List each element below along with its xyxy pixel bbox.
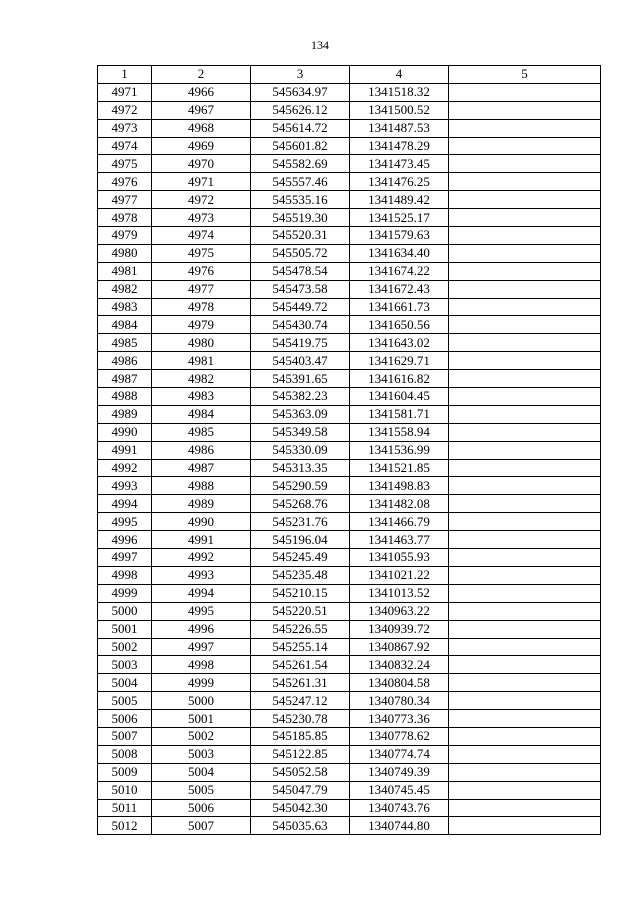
table-cell: 1341629.71 bbox=[350, 352, 449, 370]
table-cell: 4975 bbox=[98, 155, 152, 173]
table-cell: 1341463.77 bbox=[350, 531, 449, 549]
table-cell: 545255.14 bbox=[251, 638, 350, 656]
table-cell: 4996 bbox=[152, 620, 251, 638]
table-cell: 545478.54 bbox=[251, 262, 350, 280]
table-row bbox=[98, 566, 601, 584]
table-row bbox=[98, 316, 601, 334]
table-cell bbox=[449, 620, 601, 638]
table-row bbox=[98, 137, 601, 155]
table-cell: 1341604.45 bbox=[350, 388, 449, 406]
table-cell bbox=[449, 692, 601, 710]
table-cell bbox=[449, 459, 601, 477]
table-cell: 4998 bbox=[152, 656, 251, 674]
table-row bbox=[98, 370, 601, 388]
table-cell: 545557.46 bbox=[251, 173, 350, 191]
column-header: 2 bbox=[152, 66, 251, 84]
table-cell: 545582.69 bbox=[251, 155, 350, 173]
table-cell bbox=[449, 602, 601, 620]
table-cell: 1341055.93 bbox=[350, 549, 449, 567]
table-cell bbox=[449, 155, 601, 173]
table-cell: 4987 bbox=[98, 370, 152, 388]
table-cell: 4985 bbox=[152, 423, 251, 441]
table-row bbox=[98, 727, 601, 745]
column-header: 1 bbox=[98, 66, 152, 84]
table-row bbox=[98, 119, 601, 137]
table-cell bbox=[449, 763, 601, 781]
table-cell: 5012 bbox=[98, 817, 152, 835]
table-row bbox=[98, 799, 601, 817]
column-header: 5 bbox=[449, 66, 601, 84]
table-cell: 4983 bbox=[98, 298, 152, 316]
table-cell: 1340963.22 bbox=[350, 602, 449, 620]
table-row bbox=[98, 477, 601, 495]
table-cell: 545261.31 bbox=[251, 674, 350, 692]
table-row bbox=[98, 155, 601, 173]
table-cell: 1341489.42 bbox=[350, 191, 449, 209]
table-cell bbox=[449, 513, 601, 531]
table-cell: 5005 bbox=[98, 692, 152, 710]
table-row bbox=[98, 459, 601, 477]
table-cell: 545122.85 bbox=[251, 745, 350, 763]
table-cell: 1340744.80 bbox=[350, 817, 449, 835]
table-cell: 545473.58 bbox=[251, 280, 350, 298]
table-cell: 1341650.56 bbox=[350, 316, 449, 334]
table-cell: 1341466.79 bbox=[350, 513, 449, 531]
table-cell bbox=[449, 656, 601, 674]
table-cell: 5002 bbox=[98, 638, 152, 656]
table-header-row bbox=[98, 66, 601, 84]
table-row bbox=[98, 191, 601, 209]
page-number: 134 bbox=[311, 38, 329, 52]
table-cell: 545235.48 bbox=[251, 566, 350, 584]
table-cell bbox=[449, 531, 601, 549]
table-cell bbox=[449, 370, 601, 388]
table-cell: 5000 bbox=[152, 692, 251, 710]
table-cell bbox=[449, 262, 601, 280]
table-cell: 5009 bbox=[98, 763, 152, 781]
table-cell: 4992 bbox=[152, 549, 251, 567]
table-cell bbox=[449, 405, 601, 423]
table-cell: 1341558.94 bbox=[350, 423, 449, 441]
table-cell: 1341521.85 bbox=[350, 459, 449, 477]
table-cell bbox=[449, 298, 601, 316]
table-row bbox=[98, 513, 601, 531]
table-cell: 545268.76 bbox=[251, 495, 350, 513]
table-cell: 4994 bbox=[98, 495, 152, 513]
table-cell: 4997 bbox=[152, 638, 251, 656]
table-cell: 4981 bbox=[152, 352, 251, 370]
table-cell: 4973 bbox=[152, 209, 251, 227]
table-cell: 4980 bbox=[98, 244, 152, 262]
table-row bbox=[98, 620, 601, 638]
table-cell bbox=[449, 173, 601, 191]
table-cell: 4977 bbox=[98, 191, 152, 209]
table-cell: 1341579.63 bbox=[350, 227, 449, 245]
table-cell: 545042.30 bbox=[251, 799, 350, 817]
table-cell: 5005 bbox=[152, 781, 251, 799]
table-row bbox=[98, 244, 601, 262]
table-cell: 1341674.22 bbox=[350, 262, 449, 280]
table-cell: 545290.59 bbox=[251, 477, 350, 495]
table-cell bbox=[449, 781, 601, 799]
table-cell: 1340867.92 bbox=[350, 638, 449, 656]
table-cell: 545419.75 bbox=[251, 334, 350, 352]
table-cell: 1340939.72 bbox=[350, 620, 449, 638]
table-cell bbox=[449, 191, 601, 209]
table-cell: 545185.85 bbox=[251, 727, 350, 745]
table-cell: 4986 bbox=[98, 352, 152, 370]
table-row bbox=[98, 817, 601, 835]
table-cell: 5001 bbox=[152, 710, 251, 728]
table-row bbox=[98, 781, 601, 799]
table-cell: 1341643.02 bbox=[350, 334, 449, 352]
table-cell bbox=[449, 745, 601, 763]
table-cell: 1341500.52 bbox=[350, 101, 449, 119]
table-row bbox=[98, 638, 601, 656]
table-row bbox=[98, 280, 601, 298]
table-cell: 4992 bbox=[98, 459, 152, 477]
table-cell: 4978 bbox=[98, 209, 152, 227]
table-cell: 4973 bbox=[98, 119, 152, 137]
table-row bbox=[98, 352, 601, 370]
table-cell: 545226.55 bbox=[251, 620, 350, 638]
table-row bbox=[98, 763, 601, 781]
table-cell: 4975 bbox=[152, 244, 251, 262]
table-cell: 5001 bbox=[98, 620, 152, 638]
table-cell bbox=[449, 799, 601, 817]
table-cell: 545210.15 bbox=[251, 584, 350, 602]
table-cell bbox=[449, 101, 601, 119]
table-cell bbox=[449, 638, 601, 656]
table-cell: 4993 bbox=[98, 477, 152, 495]
table-cell: 4974 bbox=[98, 137, 152, 155]
table-cell: 4995 bbox=[152, 602, 251, 620]
table-cell: 4978 bbox=[152, 298, 251, 316]
table-cell: 545505.72 bbox=[251, 244, 350, 262]
table-cell: 545430.74 bbox=[251, 316, 350, 334]
table-cell: 5007 bbox=[98, 727, 152, 745]
table-cell: 545231.76 bbox=[251, 513, 350, 531]
table-cell bbox=[449, 727, 601, 745]
table-cell bbox=[449, 352, 601, 370]
table-cell bbox=[449, 441, 601, 459]
table-cell: 5004 bbox=[98, 674, 152, 692]
table-cell bbox=[449, 209, 601, 227]
table-cell: 545330.09 bbox=[251, 441, 350, 459]
table-cell: 1341013.52 bbox=[350, 584, 449, 602]
table-cell: 5003 bbox=[98, 656, 152, 674]
table-cell: 1341525.17 bbox=[350, 209, 449, 227]
table-cell bbox=[449, 584, 601, 602]
table-cell: 5006 bbox=[152, 799, 251, 817]
table-cell: 4971 bbox=[152, 173, 251, 191]
table-cell: 1340778.62 bbox=[350, 727, 449, 745]
table-cell: 1340743.76 bbox=[350, 799, 449, 817]
table-cell: 1341482.08 bbox=[350, 495, 449, 513]
table-cell: 1340832.24 bbox=[350, 656, 449, 674]
table-cell: 4971 bbox=[98, 83, 152, 101]
table-cell: 4998 bbox=[98, 566, 152, 584]
table-cell: 545614.72 bbox=[251, 119, 350, 137]
table-row bbox=[98, 423, 601, 441]
table-row bbox=[98, 745, 601, 763]
table-cell: 1341473.45 bbox=[350, 155, 449, 173]
table-row bbox=[98, 209, 601, 227]
table-cell bbox=[449, 566, 601, 584]
table-cell: 4977 bbox=[152, 280, 251, 298]
table-cell: 4974 bbox=[152, 227, 251, 245]
table-row bbox=[98, 710, 601, 728]
table-row bbox=[98, 405, 601, 423]
table-row bbox=[98, 674, 601, 692]
table-cell bbox=[449, 388, 601, 406]
table-cell: 5007 bbox=[152, 817, 251, 835]
table-cell: 1341661.73 bbox=[350, 298, 449, 316]
table-row bbox=[98, 602, 601, 620]
table-row bbox=[98, 101, 601, 119]
table-cell: 5000 bbox=[98, 602, 152, 620]
table-cell: 5011 bbox=[98, 799, 152, 817]
table-cell: 1341487.53 bbox=[350, 119, 449, 137]
table-cell: 4979 bbox=[98, 227, 152, 245]
table-cell: 1340749.39 bbox=[350, 763, 449, 781]
table-cell: 545634.97 bbox=[251, 83, 350, 101]
table-cell: 4983 bbox=[152, 388, 251, 406]
table-row bbox=[98, 83, 601, 101]
table-cell: 545449.72 bbox=[251, 298, 350, 316]
table-cell: 4982 bbox=[98, 280, 152, 298]
table-cell: 545220.51 bbox=[251, 602, 350, 620]
table-cell: 4991 bbox=[152, 531, 251, 549]
table-cell: 4991 bbox=[98, 441, 152, 459]
table-cell: 4989 bbox=[98, 405, 152, 423]
table-row bbox=[98, 227, 601, 245]
table-cell: 1341634.40 bbox=[350, 244, 449, 262]
table-cell bbox=[449, 817, 601, 835]
table-cell: 5008 bbox=[98, 745, 152, 763]
table-cell: 4979 bbox=[152, 316, 251, 334]
table-cell: 545403.47 bbox=[251, 352, 350, 370]
table-cell: 4987 bbox=[152, 459, 251, 477]
table-cell: 4988 bbox=[98, 388, 152, 406]
table-row bbox=[98, 173, 601, 191]
table-row bbox=[98, 441, 601, 459]
table-row bbox=[98, 549, 601, 567]
column-header: 3 bbox=[251, 66, 350, 84]
table-cell: 1340745.45 bbox=[350, 781, 449, 799]
table-cell: 545196.04 bbox=[251, 531, 350, 549]
table-row bbox=[98, 262, 601, 280]
table-cell: 4980 bbox=[152, 334, 251, 352]
table-cell: 545519.30 bbox=[251, 209, 350, 227]
table-cell: 4986 bbox=[152, 441, 251, 459]
table-cell: 545261.54 bbox=[251, 656, 350, 674]
table-body bbox=[98, 83, 601, 834]
table-cell bbox=[449, 137, 601, 155]
table-row bbox=[98, 584, 601, 602]
table-cell bbox=[449, 710, 601, 728]
table-cell: 4976 bbox=[98, 173, 152, 191]
table-cell: 1340773.36 bbox=[350, 710, 449, 728]
table-cell bbox=[449, 674, 601, 692]
table-cell bbox=[449, 316, 601, 334]
table-row bbox=[98, 298, 601, 316]
table-cell: 545349.58 bbox=[251, 423, 350, 441]
table-cell: 4967 bbox=[152, 101, 251, 119]
table-cell: 5002 bbox=[152, 727, 251, 745]
table-cell: 545535.16 bbox=[251, 191, 350, 209]
table-cell bbox=[449, 83, 601, 101]
table-cell: 5004 bbox=[152, 763, 251, 781]
table-cell: 545047.79 bbox=[251, 781, 350, 799]
table-cell: 1341498.83 bbox=[350, 477, 449, 495]
table-cell: 4984 bbox=[98, 316, 152, 334]
table-cell: 4988 bbox=[152, 477, 251, 495]
table-cell: 1340774.74 bbox=[350, 745, 449, 763]
table-cell: 545052.58 bbox=[251, 763, 350, 781]
table-cell: 4969 bbox=[152, 137, 251, 155]
table-row bbox=[98, 334, 601, 352]
table-cell: 4996 bbox=[98, 531, 152, 549]
table-cell bbox=[449, 549, 601, 567]
table-cell bbox=[449, 477, 601, 495]
table-row bbox=[98, 692, 601, 710]
table-cell: 4993 bbox=[152, 566, 251, 584]
table-cell bbox=[449, 495, 601, 513]
table-cell: 1341518.32 bbox=[350, 83, 449, 101]
table-cell: 1341536.99 bbox=[350, 441, 449, 459]
table-row bbox=[98, 388, 601, 406]
table-cell: 4989 bbox=[152, 495, 251, 513]
table-cell bbox=[449, 334, 601, 352]
table-cell: 4997 bbox=[98, 549, 152, 567]
table-cell: 1340780.34 bbox=[350, 692, 449, 710]
table-cell: 4982 bbox=[152, 370, 251, 388]
table-cell: 4966 bbox=[152, 83, 251, 101]
table-cell: 545313.35 bbox=[251, 459, 350, 477]
table-cell: 1341478.29 bbox=[350, 137, 449, 155]
table-cell bbox=[449, 423, 601, 441]
table-cell: 545382.23 bbox=[251, 388, 350, 406]
table-cell bbox=[449, 119, 601, 137]
table-cell: 4990 bbox=[98, 423, 152, 441]
table-cell: 4968 bbox=[152, 119, 251, 137]
coordinates-table bbox=[97, 65, 601, 835]
table-row bbox=[98, 656, 601, 674]
table-cell: 545363.09 bbox=[251, 405, 350, 423]
table-cell: 4994 bbox=[152, 584, 251, 602]
table-cell: 4990 bbox=[152, 513, 251, 531]
table-cell: 4976 bbox=[152, 262, 251, 280]
table-cell bbox=[449, 244, 601, 262]
table-cell: 1341672.43 bbox=[350, 280, 449, 298]
table-cell: 545626.12 bbox=[251, 101, 350, 119]
table-cell: 4999 bbox=[152, 674, 251, 692]
table-row bbox=[98, 531, 601, 549]
table-cell: 4984 bbox=[152, 405, 251, 423]
table-cell: 545601.82 bbox=[251, 137, 350, 155]
table-cell bbox=[449, 280, 601, 298]
table-cell: 5003 bbox=[152, 745, 251, 763]
table-cell: 545230.78 bbox=[251, 710, 350, 728]
table-cell: 545391.65 bbox=[251, 370, 350, 388]
table-cell: 4995 bbox=[98, 513, 152, 531]
table-cell: 5006 bbox=[98, 710, 152, 728]
table-cell: 4972 bbox=[98, 101, 152, 119]
table-cell: 1341476.25 bbox=[350, 173, 449, 191]
table-cell: 1340804.58 bbox=[350, 674, 449, 692]
table-cell: 545245.49 bbox=[251, 549, 350, 567]
table-cell: 1341581.71 bbox=[350, 405, 449, 423]
table-cell: 545520.31 bbox=[251, 227, 350, 245]
table-cell: 4981 bbox=[98, 262, 152, 280]
table-cell: 4985 bbox=[98, 334, 152, 352]
table-cell: 4999 bbox=[98, 584, 152, 602]
table-cell: 545247.12 bbox=[251, 692, 350, 710]
table-cell: 545035.63 bbox=[251, 817, 350, 835]
table-cell: 5010 bbox=[98, 781, 152, 799]
table-cell bbox=[449, 227, 601, 245]
table-cell: 4970 bbox=[152, 155, 251, 173]
table-cell: 4972 bbox=[152, 191, 251, 209]
table-cell: 1341021.22 bbox=[350, 566, 449, 584]
column-header: 4 bbox=[350, 66, 449, 84]
table-row bbox=[98, 495, 601, 513]
table-cell: 1341616.82 bbox=[350, 370, 449, 388]
